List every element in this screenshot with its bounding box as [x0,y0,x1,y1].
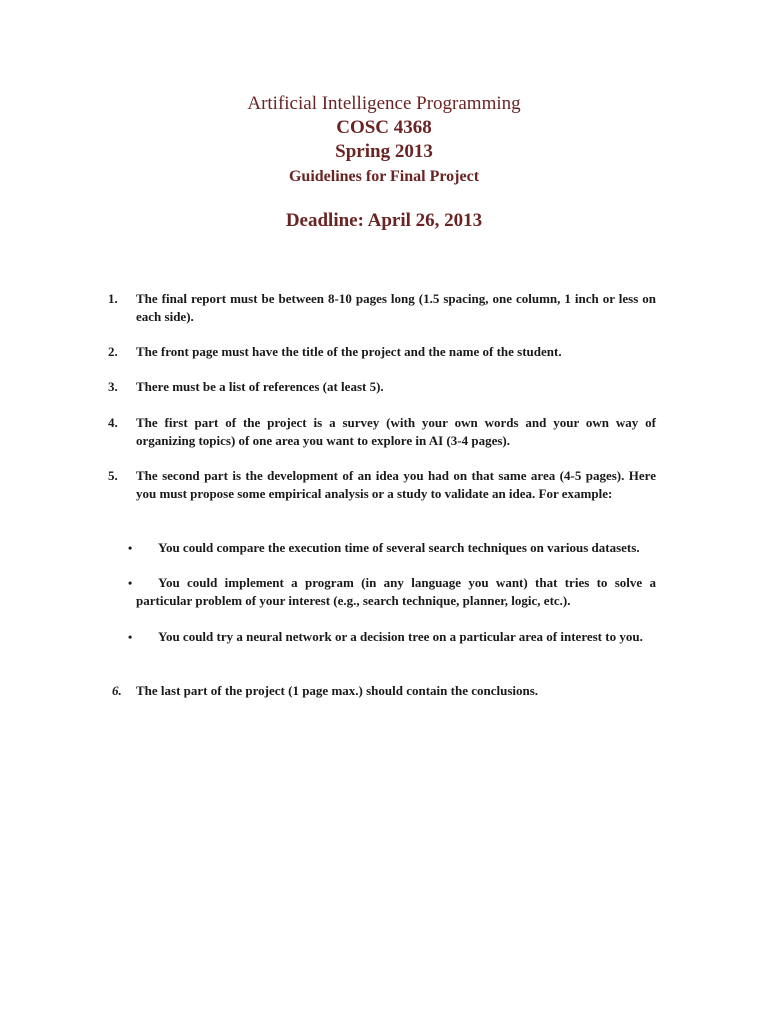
list-item-number: 5. [108,468,118,483]
list-item [108,343,656,361]
bullet-icon: • [128,630,133,644]
course-code: COSC 4368 [336,117,432,138]
list-item-number: 2. [108,344,118,359]
list-item-text: The final report must be between 8-10 pages long (1.5 spacing, one column, 1 inch or less on each side). [136,291,656,324]
document-header [0,92,768,188]
list-item [108,414,656,450]
list-item [108,378,656,396]
list-item-number: 1. [108,291,118,306]
document-subtitle: Guidelines for Final Project [288,168,480,185]
course-term: Spring 2013 [335,141,433,162]
bullet-icon: • [128,576,133,590]
list-item-number: 4. [108,415,118,430]
course-title: Artificial Intelligence Programming [247,93,521,114]
list-item [108,467,656,503]
bullet-item [108,539,656,557]
list-item-number: 3. [108,379,118,394]
bullet-text: You could try a neural network or a decision tree on a particular area of interest to you. [158,629,643,644]
list-item-text: The front page must have the title of the project and the name of the student. [136,344,562,359]
bullet-item [108,574,656,610]
bullet-item [108,628,656,646]
deadline: Deadline: April 26, 2013 [285,210,483,231]
list-item-text: The last part of the project (1 page max.) should contain the conclusions. [136,683,539,698]
list-item-text: There must be a list of references (at least 5). [136,379,384,394]
bullet-text: You could implement a program (in any language you want) that tries to solve a particular problem of your interest (e.g., search technique, planner, logic, etc.). [136,575,656,608]
list-item-text: The first part of the project is a survey (with your own words and your own way of organizing topics) of one area you want to explore in AI (3-4 pages). [136,415,656,448]
list-item [108,682,656,700]
list-item-number: 6. [112,683,122,698]
list-item [108,290,656,326]
bullet-text: You could compare the execution time of several search techniques on various datasets. [158,540,640,555]
bullet-icon: • [128,541,133,555]
list-item-text: The second part is the development of an idea you had on that same area (4-5 pages). Here you must propose some empirical analysis or a study to validate an idea. For example: [136,468,656,501]
